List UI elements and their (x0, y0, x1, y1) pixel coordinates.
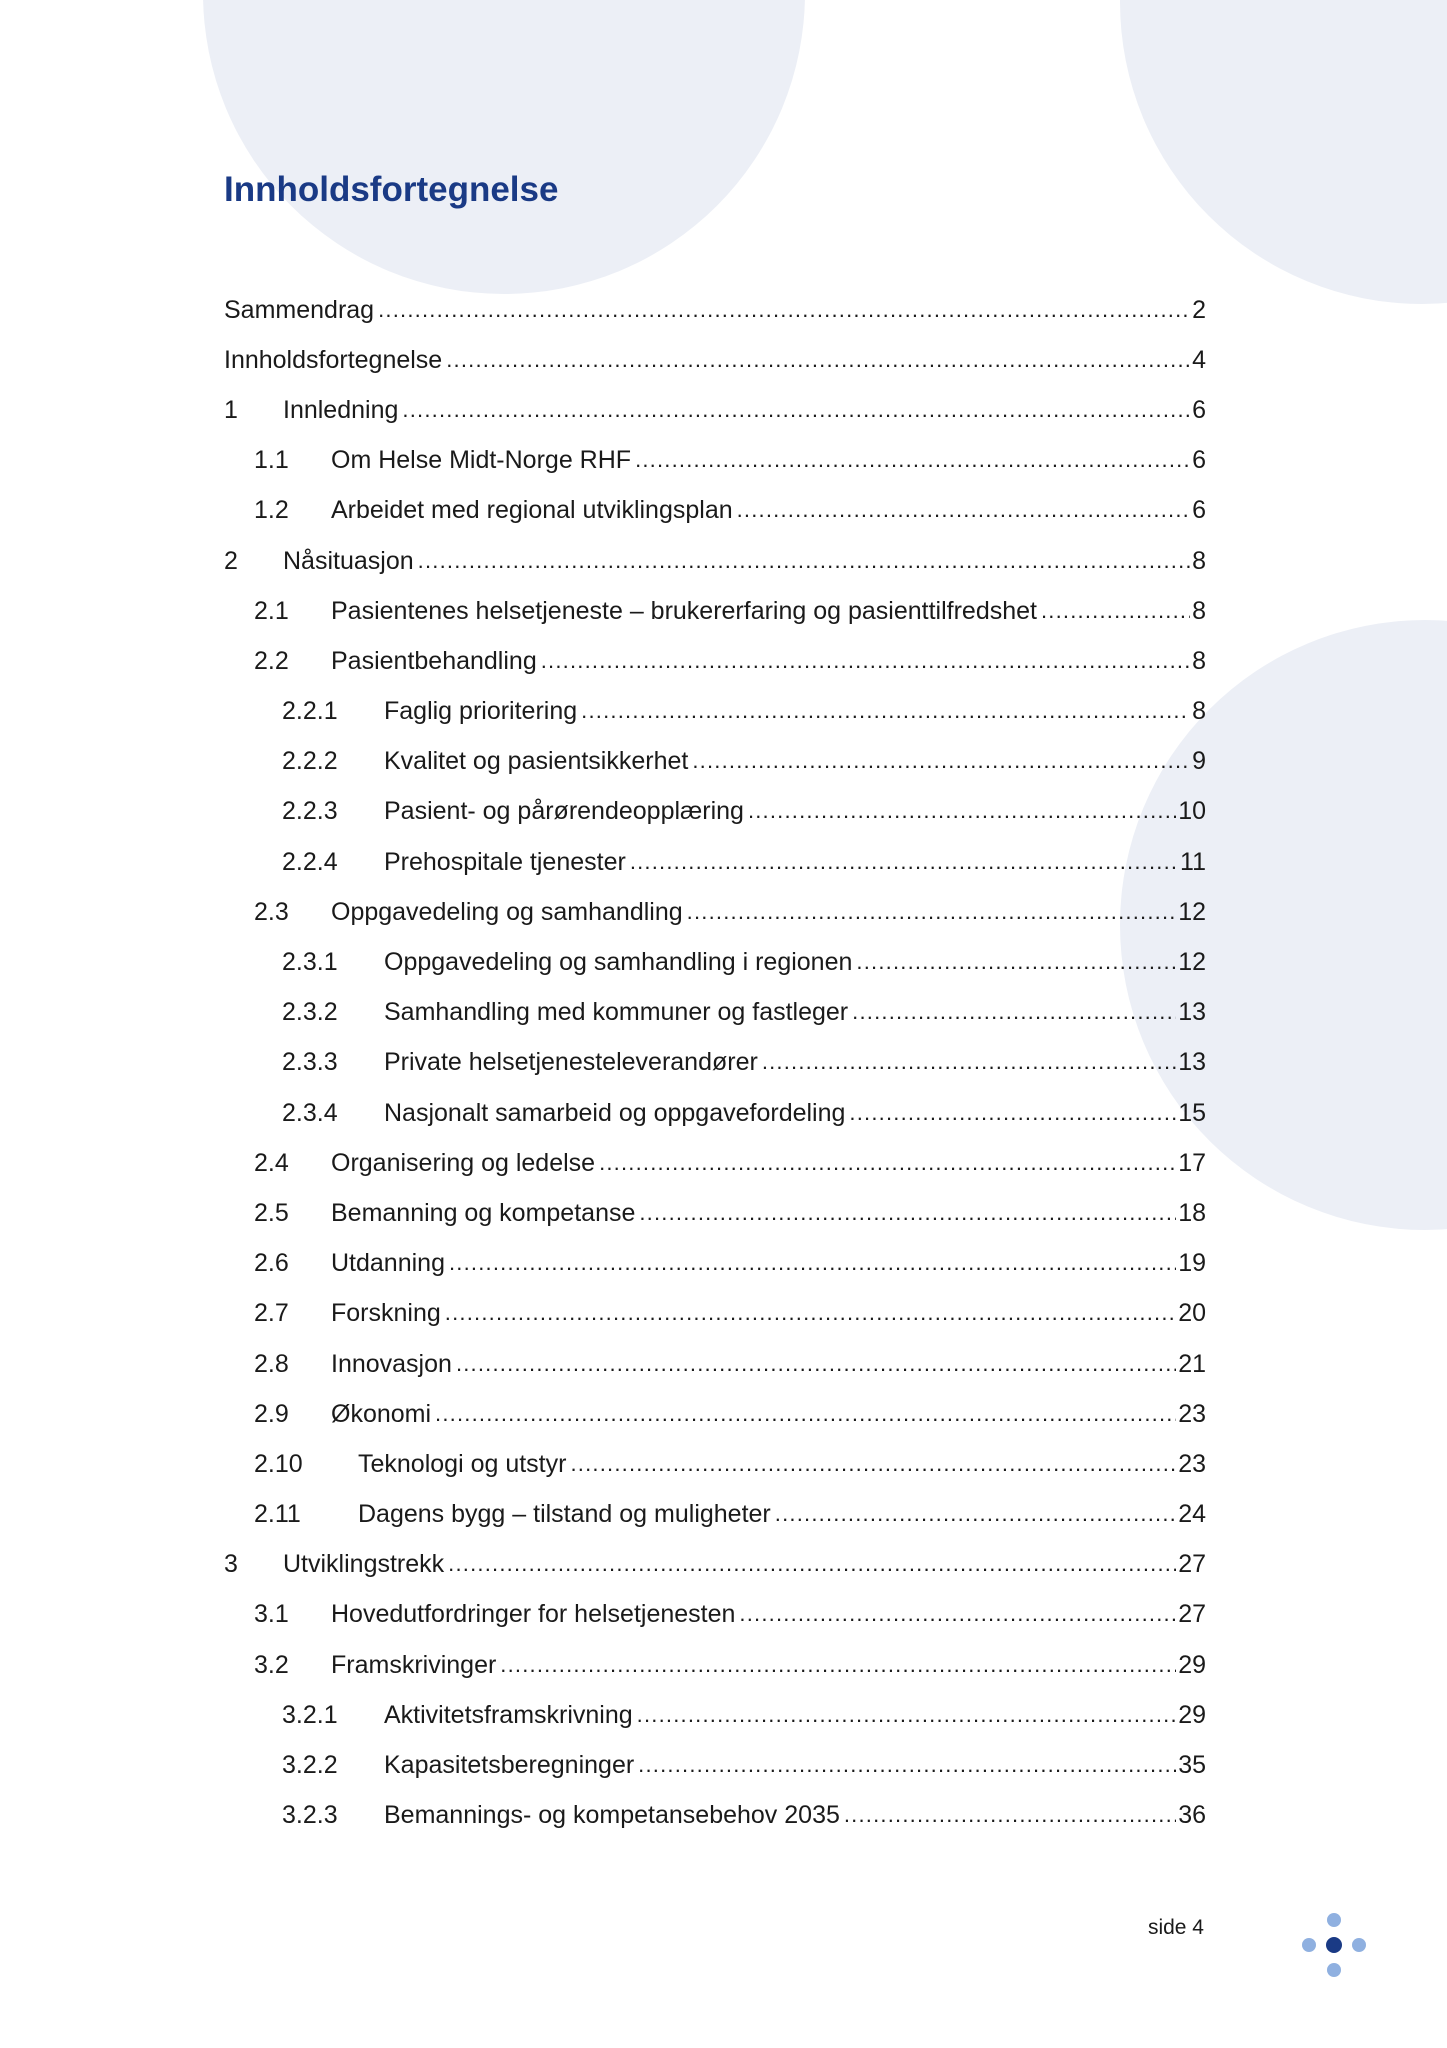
toc-dot-leader (637, 1703, 1177, 1728)
toc-entry-title: Pasientbehandling (331, 646, 537, 675)
toc-entry-title: Innovasjon (331, 1349, 452, 1378)
toc-entry-number: 2 (224, 546, 238, 575)
toc-entry-page: 24 (1178, 1500, 1206, 1529)
toc-dot-leader (1041, 599, 1190, 624)
toc-entry[interactable] (224, 1088, 1206, 1138)
toc-entry[interactable] (224, 687, 1206, 737)
toc-entry[interactable] (224, 1289, 1206, 1339)
toc-entry-title: Om Helse Midt-Norge RHF (331, 446, 632, 475)
toc-entry-number: 2.2.4 (282, 847, 338, 876)
toc-entry-page: 20 (1178, 1299, 1206, 1328)
toc-entry-title: Utviklingstrekk (283, 1550, 445, 1579)
toc-entry-number: 3.2 (254, 1650, 289, 1679)
toc-entry-number: 2.1 (254, 596, 289, 625)
toc-entry[interactable] (224, 887, 1206, 937)
toc-entry-number: 2.3.1 (282, 948, 338, 977)
toc-entry-number: 1.2 (254, 496, 289, 525)
toc-entry[interactable] (224, 1239, 1206, 1289)
toc-entry-title: Kapasitetsberegninger (384, 1751, 635, 1780)
toc-dot-leader (570, 1452, 1176, 1477)
toc-entry[interactable] (224, 937, 1206, 987)
toc-entry-title: Bemanning og kompetanse (331, 1198, 636, 1227)
toc-entry-title: Aktivitetsframskrivning (384, 1700, 633, 1729)
toc-entry-number: 2.3.4 (282, 1098, 338, 1127)
toc-entry-number: 3.1 (254, 1600, 289, 1629)
toc-entry-page: 6 (1192, 496, 1206, 525)
toc-entry[interactable] (224, 1540, 1206, 1590)
toc-entry-page: 29 (1178, 1650, 1206, 1679)
toc-entry[interactable] (224, 436, 1206, 486)
table-of-contents (224, 285, 1206, 1841)
toc-entry[interactable] (224, 1490, 1206, 1540)
toc-entry-number: 2.4 (254, 1148, 289, 1177)
toc-entry-number: 2.6 (254, 1249, 289, 1278)
toc-dot-leader (456, 1352, 1176, 1377)
toc-entry-title: Oppgavedeling og samhandling i regionen (384, 948, 853, 977)
toc-entry-page: 8 (1192, 546, 1206, 575)
toc-dot-leader (739, 1602, 1176, 1627)
toc-entry-page: 9 (1192, 747, 1206, 776)
toc-entry[interactable] (224, 385, 1206, 435)
toc-dot-leader (630, 850, 1178, 875)
toc-entry-title: Pasientenes helsetjeneste – brukererfaring og pasienttilfredshet (331, 596, 1037, 625)
toc-dot-leader (775, 1502, 1176, 1527)
dot-cluster-logo-icon (1300, 1910, 1390, 2000)
toc-dot-leader (581, 699, 1190, 724)
toc-entry-page: 18 (1178, 1198, 1206, 1227)
toc-entry-title: Innholdsfortegnelse (224, 345, 443, 374)
decorative-circle-top-left (203, 0, 805, 294)
toc-dot-leader (500, 1653, 1176, 1678)
toc-entry-page: 23 (1178, 1449, 1206, 1478)
toc-dot-leader (638, 1753, 1176, 1778)
toc-entry[interactable] (224, 1640, 1206, 1690)
toc-entry[interactable] (224, 837, 1206, 887)
toc-entry-title: Nåsituasjon (283, 546, 414, 575)
toc-entry[interactable] (224, 335, 1206, 385)
toc-entry-title: Private helsetjenesteleverandører (384, 1048, 758, 1077)
toc-entry-title: Kvalitet og pasientsikkerhet (384, 747, 689, 776)
toc-entry-page: 15 (1178, 1098, 1206, 1127)
toc-entry-number: 2.3.3 (282, 1048, 338, 1077)
toc-entry-number: 2.3 (254, 897, 289, 926)
toc-entry-number: 2.2.3 (282, 797, 338, 826)
toc-dot-leader (849, 1101, 1176, 1126)
toc-entry-title: Sammendrag (224, 295, 375, 324)
toc-entry-page: 35 (1178, 1751, 1206, 1780)
toc-entry-page: 17 (1178, 1148, 1206, 1177)
toc-entry-page: 4 (1192, 345, 1206, 374)
toc-entry-title: Teknologi og utstyr (358, 1449, 567, 1478)
toc-dot-leader (844, 1803, 1176, 1828)
toc-entry-number: 1 (224, 395, 238, 424)
toc-entry-page: 27 (1178, 1550, 1206, 1579)
toc-entry[interactable] (224, 1791, 1206, 1841)
toc-entry-page: 2 (1192, 295, 1206, 324)
toc-entry-number: 2.3.2 (282, 998, 338, 1027)
toc-entry-title: Innledning (283, 395, 399, 424)
toc-dot-leader (378, 298, 1190, 323)
toc-entry[interactable] (224, 1188, 1206, 1238)
toc-entry-title: Nasjonalt samarbeid og oppgavefordeling (384, 1098, 846, 1127)
toc-entry-number: 2.7 (254, 1299, 289, 1328)
toc-entry-number: 3.2.1 (282, 1700, 338, 1729)
toc-entry-page: 6 (1192, 446, 1206, 475)
toc-entry-page: 29 (1178, 1700, 1206, 1729)
toc-dot-leader (418, 549, 1190, 574)
toc-entry-title: Forskning (331, 1299, 441, 1328)
toc-entry-title: Oppgavedeling og samhandling (331, 897, 683, 926)
toc-entry[interactable] (224, 636, 1206, 686)
toc-entry-number: 2.2 (254, 646, 289, 675)
toc-dot-leader (435, 1402, 1176, 1427)
toc-entry-page: 6 (1192, 395, 1206, 424)
toc-dot-leader (448, 1552, 1176, 1577)
toc-dot-leader (599, 1151, 1176, 1176)
toc-dot-leader (748, 799, 1176, 824)
toc-entry-page: 8 (1192, 646, 1206, 675)
toc-entry[interactable] (224, 1740, 1206, 1790)
toc-entry-title: Dagens bygg – tilstand og muligheter (358, 1500, 771, 1529)
toc-entry-number: 2.11 (254, 1500, 301, 1529)
toc-entry-number: 2.2.2 (282, 747, 338, 776)
toc-entry[interactable] (224, 1389, 1206, 1439)
toc-entry-title: Faglig prioritering (384, 697, 578, 726)
toc-dot-leader (449, 1251, 1176, 1276)
toc-entry-page: 27 (1178, 1600, 1206, 1629)
toc-entry-number: 1.1 (254, 446, 289, 475)
toc-entry-page: 8 (1192, 596, 1206, 625)
toc-dot-leader (402, 398, 1190, 423)
toc-entry[interactable] (224, 586, 1206, 636)
toc-entry[interactable] (224, 486, 1206, 536)
toc-entry-page: 13 (1178, 1048, 1206, 1077)
toc-entry-title: Økonomi (331, 1399, 432, 1428)
toc-entry[interactable] (224, 1038, 1206, 1088)
toc-entry[interactable] (224, 988, 1206, 1038)
toc-entry-number: 2.2.1 (282, 697, 338, 726)
toc-entry-title: Samhandling med kommuner og fastleger (384, 998, 849, 1027)
decorative-circle-top-right (1120, 0, 1447, 304)
toc-entry[interactable] (224, 1339, 1206, 1389)
toc-dot-leader (446, 348, 1190, 373)
toc-entry[interactable] (224, 1590, 1206, 1640)
toc-entry[interactable] (224, 787, 1206, 837)
toc-entry-page: 19 (1178, 1249, 1206, 1278)
toc-entry-number: 3.2.2 (282, 1751, 338, 1780)
toc-entry-page: 13 (1178, 998, 1206, 1027)
toc-entry[interactable] (224, 536, 1206, 586)
toc-entry-page: 10 (1178, 797, 1206, 826)
toc-entry-title: Arbeidet med regional utviklingsplan (331, 496, 733, 525)
toc-entry-number: 2.8 (254, 1349, 289, 1378)
toc-dot-leader (737, 498, 1190, 523)
toc-entry[interactable] (224, 737, 1206, 787)
toc-entry[interactable] (224, 285, 1206, 335)
toc-dot-leader (762, 1050, 1176, 1075)
toc-entry-number: 2.5 (254, 1198, 289, 1227)
toc-entry-title: Framskrivinger (331, 1650, 497, 1679)
toc-entry-number: 2.9 (254, 1399, 289, 1428)
toc-entry-title: Hovedutfordringer for helsetjenesten (331, 1600, 736, 1629)
toc-dot-leader (639, 1201, 1176, 1226)
toc-entry-title: Pasient- og pårørendeopplæring (384, 797, 744, 826)
toc-dot-leader (856, 950, 1176, 975)
toc-entry-number: 2.10 (254, 1449, 303, 1478)
toc-dot-leader (852, 1000, 1176, 1025)
toc-entry-title: Organisering og ledelse (331, 1148, 596, 1177)
toc-entry-page: 12 (1178, 948, 1206, 977)
toc-entry-page: 23 (1178, 1399, 1206, 1428)
toc-entry[interactable] (224, 1690, 1206, 1740)
toc-dot-leader (635, 448, 1190, 473)
toc-entry-title: Prehospitale tjenester (384, 847, 626, 876)
toc-entry-page: 21 (1178, 1349, 1206, 1378)
toc-dot-leader (687, 900, 1177, 925)
toc-dot-leader (541, 649, 1190, 674)
toc-entry[interactable] (224, 1138, 1206, 1188)
toc-entry-title: Utdanning (331, 1249, 445, 1278)
toc-dot-leader (445, 1301, 1176, 1326)
page-title: Innholdsfortegnelse (224, 170, 559, 209)
toc-entry-number: 3.2.3 (282, 1801, 338, 1830)
toc-entry-title: Bemannings- og kompetansebehov 2035 (384, 1801, 840, 1830)
toc-dot-leader (692, 749, 1190, 774)
toc-entry-number: 3 (224, 1550, 238, 1579)
page-number: side 4 (1147, 1916, 1204, 1939)
toc-entry[interactable] (224, 1439, 1206, 1489)
toc-entry-page: 36 (1178, 1801, 1206, 1830)
toc-entry-page: 8 (1192, 697, 1206, 726)
toc-entry-page: 12 (1178, 897, 1206, 926)
toc-entry-page: 11 (1180, 847, 1206, 876)
